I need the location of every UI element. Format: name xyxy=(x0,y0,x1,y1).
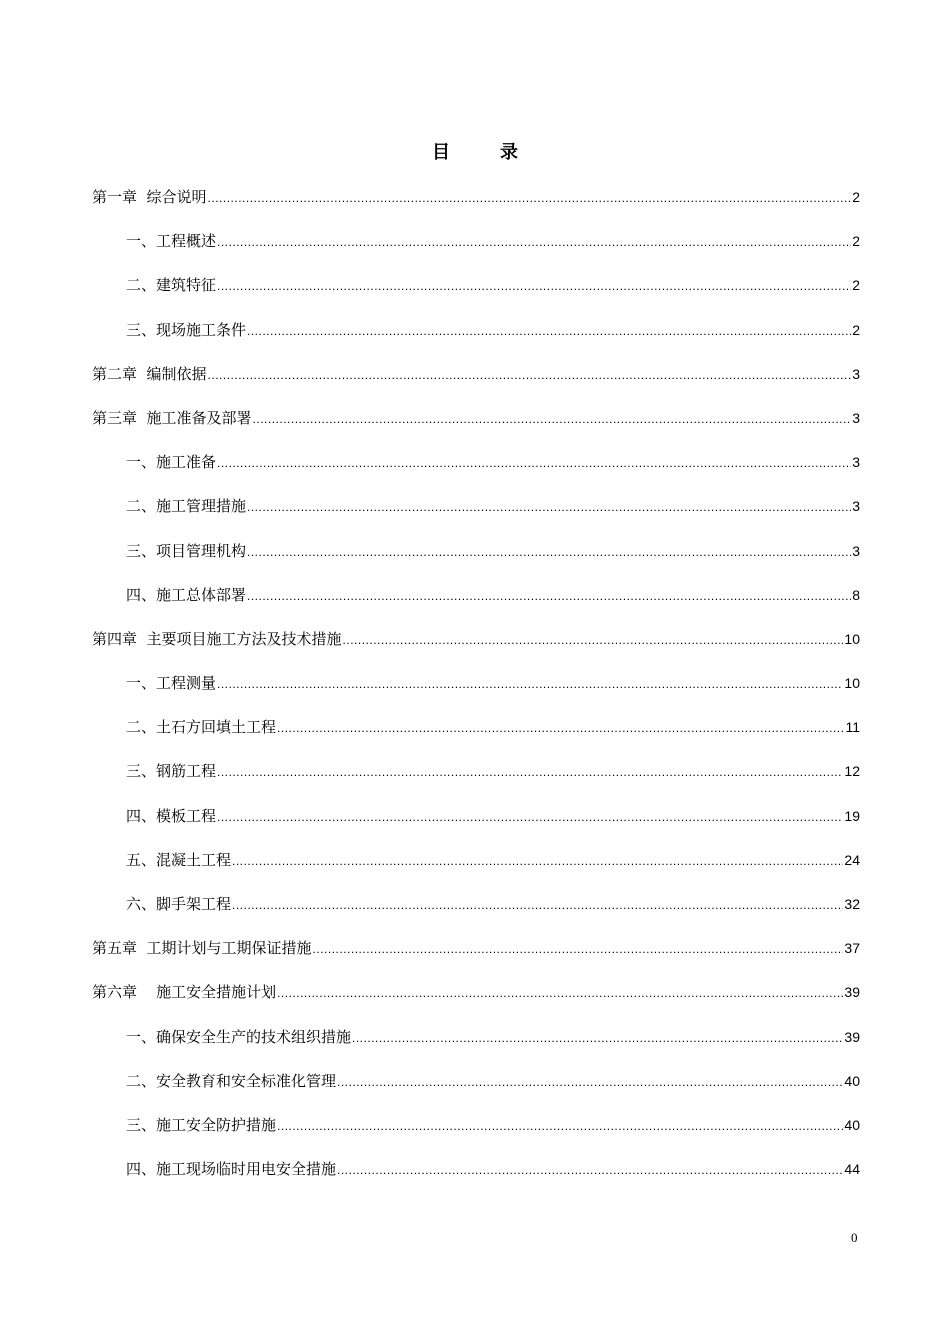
toc-dot-leader xyxy=(352,1024,843,1052)
toc-entry-page: 19 xyxy=(844,807,860,824)
toc-entry-label: 一、工程概述 xyxy=(126,232,217,251)
toc-entry-page: 39 xyxy=(844,1028,860,1045)
toc-entry-label: 四、施工总体部署 xyxy=(126,585,247,604)
toc-entry-label: 二、土石方回填土工程 xyxy=(126,718,277,737)
toc-entry[interactable] xyxy=(92,271,860,315)
toc-entry[interactable] xyxy=(92,934,860,978)
toc-entry[interactable] xyxy=(92,669,860,713)
toc-entry-page: 8 xyxy=(852,586,860,603)
toc-title: 目 录 xyxy=(432,142,534,163)
page-number: 0 xyxy=(851,1230,858,1245)
toc-entry-page: 40 xyxy=(844,1116,860,1133)
toc-entry-page: 3 xyxy=(852,542,860,559)
toc-entry[interactable] xyxy=(92,227,860,271)
toc-entry[interactable] xyxy=(92,625,860,669)
toc-entry-page: 32 xyxy=(844,896,860,912)
toc-dot-leader xyxy=(277,1112,843,1140)
toc-entry[interactable] xyxy=(92,1067,860,1111)
toc-entry[interactable] xyxy=(92,713,860,757)
toc-entry-page: 3 xyxy=(852,409,860,426)
toc-entry[interactable] xyxy=(92,581,860,625)
toc-entry[interactable] xyxy=(92,846,860,890)
toc-entry-label: 二、安全教育和安全标准化管理 xyxy=(126,1071,337,1090)
toc-entry-label: 二、建筑特征 xyxy=(126,276,217,295)
toc-entry-page: 3 xyxy=(852,365,860,382)
toc-entry-label: 第一章 综合说明 xyxy=(92,188,207,206)
toc-entry[interactable] xyxy=(92,316,860,360)
toc-dot-leader xyxy=(337,1156,843,1184)
toc-entry-label: 四、施工现场临时用电安全措施 xyxy=(126,1160,337,1179)
toc-dot-leader xyxy=(247,582,851,610)
toc-entry-page: 10 xyxy=(844,630,860,647)
toc-dot-leader xyxy=(247,538,851,566)
toc-dot-leader xyxy=(247,317,851,345)
toc-entry[interactable] xyxy=(92,802,860,846)
toc-dot-leader xyxy=(232,891,843,919)
toc-dot-leader xyxy=(208,361,852,389)
toc-dot-leader xyxy=(277,714,844,742)
toc-dot-leader xyxy=(217,272,851,300)
toc-entry[interactable] xyxy=(92,360,860,404)
toc-dot-leader xyxy=(343,626,844,654)
toc-dot-leader xyxy=(217,758,843,786)
toc-entry-page: 2 xyxy=(852,321,860,338)
toc-entry[interactable] xyxy=(92,1155,860,1199)
toc-entry-page: 10 xyxy=(844,675,860,692)
toc-entry[interactable] xyxy=(92,978,860,1022)
toc-entry-page: 3 xyxy=(852,498,860,515)
toc-entry-page: 44 xyxy=(844,1161,860,1178)
toc-dot-leader xyxy=(337,1068,843,1096)
toc-entry-label: 三、项目管理机构 xyxy=(126,541,247,560)
toc-entry-page: 3 xyxy=(852,454,860,471)
toc-entry-label: 第六章 施工安全措施计划 xyxy=(92,983,277,1002)
toc-entry-label: 一、工程测量 xyxy=(126,674,217,693)
toc-entry-page: 2 xyxy=(852,189,860,205)
toc-entry-page: 37 xyxy=(844,940,860,957)
toc-list xyxy=(92,183,860,1199)
toc-entry[interactable] xyxy=(92,1111,860,1155)
toc-entry-label: 第三章 施工准备及部署 xyxy=(92,408,252,427)
toc-entry-label: 二、施工管理措施 xyxy=(126,497,247,516)
toc-entry-page: 2 xyxy=(852,277,860,294)
toc-entry-label: 一、施工准备 xyxy=(126,453,217,472)
toc-entry-label: 第五章 工期计划与工期保证措施 xyxy=(92,939,312,958)
toc-entry[interactable] xyxy=(92,757,860,801)
toc-entry-page: 24 xyxy=(844,851,860,868)
toc-dot-leader xyxy=(217,670,843,698)
toc-entry-page: 2 xyxy=(852,233,860,250)
toc-entry-label: 四、模板工程 xyxy=(126,806,217,825)
toc-entry-page: 40 xyxy=(844,1072,860,1089)
toc-dot-leader xyxy=(217,228,851,256)
toc-entry-page: 39 xyxy=(844,984,860,1001)
toc-entry[interactable] xyxy=(92,404,860,448)
toc-entry-label: 五、混凝土工程 xyxy=(126,850,232,869)
toc-entry[interactable] xyxy=(92,183,860,227)
toc-entry[interactable] xyxy=(92,1023,860,1067)
toc-dot-leader xyxy=(277,979,843,1007)
toc-dot-leader xyxy=(217,449,851,477)
toc-entry-page: 11 xyxy=(845,719,860,736)
toc-entry-label: 第四章 主要项目施工方法及技术措施 xyxy=(92,629,342,648)
toc-entry[interactable] xyxy=(92,492,860,536)
toc-dot-leader xyxy=(247,493,851,521)
toc-entry-label: 三、施工安全防护措施 xyxy=(126,1115,277,1134)
toc-dot-leader xyxy=(232,847,843,875)
toc-entry-label: 一、确保安全生产的技术组织措施 xyxy=(126,1027,352,1046)
toc-dot-leader xyxy=(313,935,844,963)
toc-entry-label: 三、现场施工条件 xyxy=(126,320,247,339)
toc-entry-label: 第二章 编制依据 xyxy=(92,364,207,383)
toc-entry[interactable] xyxy=(92,448,860,492)
toc-entry-label: 三、钢筋工程 xyxy=(126,762,217,781)
toc-entry-label: 六、脚手架工程 xyxy=(126,895,232,913)
toc-dot-leader xyxy=(217,803,843,831)
toc-dot-leader xyxy=(253,405,852,433)
toc-entry[interactable] xyxy=(92,537,860,581)
toc-entry-page: 12 xyxy=(844,763,860,780)
toc-dot-leader xyxy=(208,184,852,212)
toc-entry[interactable] xyxy=(92,890,860,934)
